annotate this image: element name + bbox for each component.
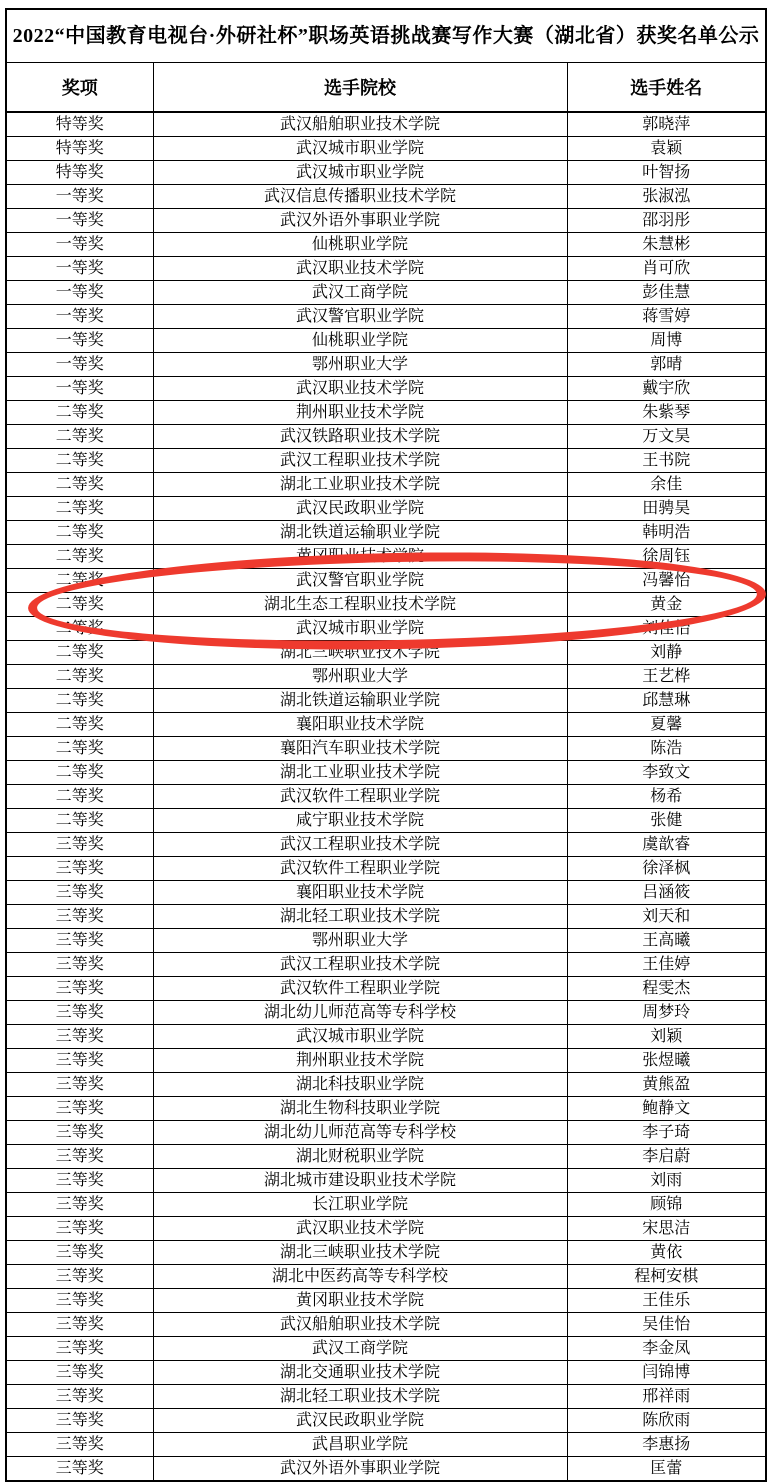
- table-row: [6, 569, 766, 593]
- cell-name: 李启蔚: [567, 1145, 766, 1169]
- cell-name: 徐周钰: [567, 545, 766, 569]
- cell-award: 二等奖: [6, 449, 153, 473]
- cell-award: 三等奖: [6, 881, 153, 905]
- cell-award: 特等奖: [6, 161, 153, 185]
- cell-school: 长江职业学院: [153, 1193, 567, 1217]
- cell-award: 特等奖: [6, 137, 153, 161]
- table-row: [6, 833, 766, 857]
- cell-award: 三等奖: [6, 1001, 153, 1025]
- cell-name: 张煜曦: [567, 1049, 766, 1073]
- cell-name: 朱紫琴: [567, 401, 766, 425]
- cell-award: 二等奖: [6, 593, 153, 617]
- cell-award: 三等奖: [6, 1289, 153, 1313]
- cell-name: 陈浩: [567, 737, 766, 761]
- cell-school: 湖北科技职业学院: [153, 1073, 567, 1097]
- cell-award: 三等奖: [6, 953, 153, 977]
- table-row: [6, 1409, 766, 1433]
- title-row: [6, 9, 766, 63]
- cell-school: 武汉城市职业学院: [153, 137, 567, 161]
- cell-school: 武汉民政职业学院: [153, 497, 567, 521]
- table-row: [6, 449, 766, 473]
- cell-school: 武汉工程职业技术学院: [153, 953, 567, 977]
- table-row: [6, 1049, 766, 1073]
- cell-award: 三等奖: [6, 929, 153, 953]
- cell-name: 王书院: [567, 449, 766, 473]
- cell-award: 一等奖: [6, 305, 153, 329]
- table-row: [6, 1265, 766, 1289]
- cell-school: 武汉船舶职业技术学院: [153, 112, 567, 137]
- table-row: [6, 1385, 766, 1409]
- cell-school: 鄂州职业大学: [153, 929, 567, 953]
- cell-name: 郭晓萍: [567, 112, 766, 137]
- table-row: [6, 112, 766, 137]
- cell-name: 李惠扬: [567, 1433, 766, 1457]
- table-row: [6, 929, 766, 953]
- table-row: [6, 353, 766, 377]
- cell-school: 武汉船舶职业技术学院: [153, 1313, 567, 1337]
- cell-school: 武汉信息传播职业技术学院: [153, 185, 567, 209]
- table-row: [6, 785, 766, 809]
- cell-award: 三等奖: [6, 1217, 153, 1241]
- cell-name: 王佳乐: [567, 1289, 766, 1313]
- cell-award: 一等奖: [6, 329, 153, 353]
- cell-school: 湖北工业职业技术学院: [153, 473, 567, 497]
- cell-award: 一等奖: [6, 353, 153, 377]
- cell-award: 三等奖: [6, 977, 153, 1001]
- cell-school: 湖北生物科技职业学院: [153, 1097, 567, 1121]
- table-row: [6, 377, 766, 401]
- cell-school: 武汉警官职业学院: [153, 569, 567, 593]
- cell-name: 叶智扬: [567, 161, 766, 185]
- cell-school: 武汉工商学院: [153, 281, 567, 305]
- cell-name: 蒋雪婷: [567, 305, 766, 329]
- table-row: [6, 425, 766, 449]
- cell-name: 吴佳怡: [567, 1313, 766, 1337]
- table-row: [6, 233, 766, 257]
- award-table: [5, 8, 767, 1482]
- cell-name: 周梦玲: [567, 1001, 766, 1025]
- cell-school: 武汉城市职业学院: [153, 1025, 567, 1049]
- table-row: [6, 497, 766, 521]
- cell-school: 襄阳职业技术学院: [153, 881, 567, 905]
- cell-award: 三等奖: [6, 833, 153, 857]
- cell-school: 武汉职业技术学院: [153, 377, 567, 401]
- cell-name: 袁颖: [567, 137, 766, 161]
- table-row: [6, 185, 766, 209]
- table-row: [6, 1121, 766, 1145]
- table-row: [6, 257, 766, 281]
- cell-award: 三等奖: [6, 1385, 153, 1409]
- cell-school: 武汉城市职业学院: [153, 617, 567, 641]
- cell-name: 黄依: [567, 1241, 766, 1265]
- cell-award: 三等奖: [6, 1457, 153, 1482]
- cell-name: 鲍静文: [567, 1097, 766, 1121]
- table-row: [6, 617, 766, 641]
- cell-award: 三等奖: [6, 1121, 153, 1145]
- cell-award: 三等奖: [6, 1409, 153, 1433]
- cell-school: 武汉外语外事职业学院: [153, 209, 567, 233]
- table-row: [6, 689, 766, 713]
- cell-school: 鄂州职业大学: [153, 665, 567, 689]
- cell-award: 一等奖: [6, 185, 153, 209]
- cell-school: 荆州职业技术学院: [153, 401, 567, 425]
- table-row: [6, 1145, 766, 1169]
- cell-name: 张健: [567, 809, 766, 833]
- cell-name: 匡蕾: [567, 1457, 766, 1482]
- cell-award: 二等奖: [6, 809, 153, 833]
- cell-name: 杨希: [567, 785, 766, 809]
- table-row: [6, 1097, 766, 1121]
- cell-award: 二等奖: [6, 617, 153, 641]
- table-row: [6, 1313, 766, 1337]
- cell-school: 武昌职业学院: [153, 1433, 567, 1457]
- cell-name: 冯馨怡: [567, 569, 766, 593]
- cell-award: 一等奖: [6, 233, 153, 257]
- cell-school: 武汉职业技术学院: [153, 257, 567, 281]
- table-header-row: [6, 63, 766, 113]
- cell-school: 武汉铁路职业技术学院: [153, 425, 567, 449]
- cell-award: 三等奖: [6, 1097, 153, 1121]
- cell-name: 吕涵筱: [567, 881, 766, 905]
- cell-school: 武汉软件工程职业学院: [153, 977, 567, 1001]
- column-header-school: 选手院校: [153, 63, 567, 113]
- cell-school: 襄阳职业技术学院: [153, 713, 567, 737]
- cell-award: 三等奖: [6, 1049, 153, 1073]
- cell-name: 肖可欣: [567, 257, 766, 281]
- table-row: [6, 545, 766, 569]
- table-row: [6, 1433, 766, 1457]
- cell-award: 二等奖: [6, 473, 153, 497]
- cell-school: 湖北轻工职业技术学院: [153, 1385, 567, 1409]
- table-row: [6, 977, 766, 1001]
- cell-award: 一等奖: [6, 257, 153, 281]
- cell-school: 湖北城市建设职业技术学院: [153, 1169, 567, 1193]
- cell-name: 刘雨: [567, 1169, 766, 1193]
- cell-name: 刘天和: [567, 905, 766, 929]
- cell-award: 二等奖: [6, 569, 153, 593]
- cell-name: 田骋昊: [567, 497, 766, 521]
- cell-name: 闫锦博: [567, 1361, 766, 1385]
- column-header-award: 奖项: [6, 63, 153, 113]
- table-row: [6, 1025, 766, 1049]
- cell-name: 王高曦: [567, 929, 766, 953]
- cell-school: 黄冈职业技术学院: [153, 1289, 567, 1313]
- table-row: [6, 1217, 766, 1241]
- table-row: [6, 857, 766, 881]
- cell-name: 刘颖: [567, 1025, 766, 1049]
- cell-school: 湖北三峡职业技术学院: [153, 1241, 567, 1265]
- cell-name: 徐泽枫: [567, 857, 766, 881]
- cell-school: 武汉外语外事职业学院: [153, 1457, 567, 1482]
- cell-name: 黄金: [567, 593, 766, 617]
- cell-school: 湖北铁道运输职业学院: [153, 521, 567, 545]
- cell-name: 李致文: [567, 761, 766, 785]
- cell-school: 武汉职业技术学院: [153, 1217, 567, 1241]
- cell-award: 三等奖: [6, 1433, 153, 1457]
- award-table-body: [6, 112, 766, 1481]
- table-row: [6, 665, 766, 689]
- cell-award: 二等奖: [6, 521, 153, 545]
- cell-school: 湖北工业职业技术学院: [153, 761, 567, 785]
- cell-name: 万文昊: [567, 425, 766, 449]
- table-row: [6, 1289, 766, 1313]
- cell-name: 朱慧彬: [567, 233, 766, 257]
- cell-award: 三等奖: [6, 1361, 153, 1385]
- cell-school: 武汉软件工程职业学院: [153, 785, 567, 809]
- table-row: [6, 1073, 766, 1097]
- cell-name: 郭晴: [567, 353, 766, 377]
- cell-school: 黄冈职业技术学院: [153, 545, 567, 569]
- cell-name: 黄熊盈: [567, 1073, 766, 1097]
- table-row: [6, 1169, 766, 1193]
- cell-school: 湖北生态工程职业技术学院: [153, 593, 567, 617]
- table-row: [6, 905, 766, 929]
- table-row: [6, 305, 766, 329]
- table-row: [6, 161, 766, 185]
- cell-name: 顾锦: [567, 1193, 766, 1217]
- table-row: [6, 737, 766, 761]
- table-row: [6, 137, 766, 161]
- cell-name: 邵羽彤: [567, 209, 766, 233]
- table-row: [6, 329, 766, 353]
- cell-award: 三等奖: [6, 1337, 153, 1361]
- cell-award: 二等奖: [6, 425, 153, 449]
- cell-award: 三等奖: [6, 1313, 153, 1337]
- cell-award: 三等奖: [6, 1025, 153, 1049]
- cell-school: 武汉民政职业学院: [153, 1409, 567, 1433]
- cell-school: 湖北铁道运输职业学院: [153, 689, 567, 713]
- table-row: [6, 1193, 766, 1217]
- column-header-name: 选手姓名: [567, 63, 766, 113]
- table-row: [6, 281, 766, 305]
- cell-school: 仙桃职业学院: [153, 329, 567, 353]
- cell-award: 三等奖: [6, 1073, 153, 1097]
- cell-award: 二等奖: [6, 641, 153, 665]
- table-row: [6, 1241, 766, 1265]
- cell-award: 二等奖: [6, 713, 153, 737]
- cell-award: 二等奖: [6, 497, 153, 521]
- table-row: [6, 641, 766, 665]
- cell-award: 三等奖: [6, 1265, 153, 1289]
- cell-award: 二等奖: [6, 545, 153, 569]
- cell-name: 邱慧琳: [567, 689, 766, 713]
- cell-name: 韩明浩: [567, 521, 766, 545]
- cell-name: 周博: [567, 329, 766, 353]
- table-row: [6, 1337, 766, 1361]
- cell-award: 三等奖: [6, 1241, 153, 1265]
- cell-name: 程雯杰: [567, 977, 766, 1001]
- table-row: [6, 809, 766, 833]
- cell-award: 一等奖: [6, 209, 153, 233]
- cell-name: 彭佳慧: [567, 281, 766, 305]
- cell-school: 武汉工程职业技术学院: [153, 449, 567, 473]
- cell-name: 刘静: [567, 641, 766, 665]
- cell-name: 余佳: [567, 473, 766, 497]
- cell-award: 二等奖: [6, 689, 153, 713]
- cell-name: 夏馨: [567, 713, 766, 737]
- cell-school: 武汉工商学院: [153, 1337, 567, 1361]
- table-row: [6, 401, 766, 425]
- cell-award: 三等奖: [6, 1193, 153, 1217]
- cell-award: 二等奖: [6, 665, 153, 689]
- cell-name: 王佳婷: [567, 953, 766, 977]
- cell-name: 刘佳怡: [567, 617, 766, 641]
- cell-school: 湖北三峡职业技术学院: [153, 641, 567, 665]
- cell-award: 三等奖: [6, 857, 153, 881]
- cell-name: 李子琦: [567, 1121, 766, 1145]
- cell-name: 李金凤: [567, 1337, 766, 1361]
- cell-award: 一等奖: [6, 377, 153, 401]
- cell-school: 武汉警官职业学院: [153, 305, 567, 329]
- cell-name: 邢祥雨: [567, 1385, 766, 1409]
- cell-award: 一等奖: [6, 281, 153, 305]
- cell-school: 武汉软件工程职业学院: [153, 857, 567, 881]
- cell-school: 湖北幼儿师范高等专科学校: [153, 1001, 567, 1025]
- table-row: [6, 953, 766, 977]
- cell-school: 仙桃职业学院: [153, 233, 567, 257]
- table-row: [6, 713, 766, 737]
- cell-award: 特等奖: [6, 112, 153, 137]
- cell-school: 湖北轻工职业技术学院: [153, 905, 567, 929]
- cell-school: 湖北中医药高等专科学校: [153, 1265, 567, 1289]
- cell-award: 三等奖: [6, 1145, 153, 1169]
- table-row: [6, 593, 766, 617]
- table-row: [6, 761, 766, 785]
- cell-school: 荆州职业技术学院: [153, 1049, 567, 1073]
- cell-school: 咸宁职业技术学院: [153, 809, 567, 833]
- cell-award: 二等奖: [6, 737, 153, 761]
- table-row: [6, 881, 766, 905]
- page-title: 2022“中国教育电视台·外研社杯”职场英语挑战赛写作大赛（湖北省）获奖名单公示: [6, 9, 766, 63]
- cell-name: 陈欣雨: [567, 1409, 766, 1433]
- cell-name: 程柯安棋: [567, 1265, 766, 1289]
- cell-name: 宋思洁: [567, 1217, 766, 1241]
- table-row: [6, 473, 766, 497]
- cell-school: 湖北财税职业学院: [153, 1145, 567, 1169]
- cell-name: 虞歆睿: [567, 833, 766, 857]
- cell-award: 二等奖: [6, 785, 153, 809]
- cell-school: 湖北交通职业技术学院: [153, 1361, 567, 1385]
- table-row: [6, 521, 766, 545]
- cell-school: 武汉工程职业技术学院: [153, 833, 567, 857]
- cell-name: 张淑泓: [567, 185, 766, 209]
- table-row: [6, 1001, 766, 1025]
- cell-award: 三等奖: [6, 1169, 153, 1193]
- cell-school: 武汉城市职业学院: [153, 161, 567, 185]
- table-row: [6, 209, 766, 233]
- cell-name: 王艺桦: [567, 665, 766, 689]
- cell-award: 二等奖: [6, 761, 153, 785]
- cell-award: 三等奖: [6, 905, 153, 929]
- cell-school: 湖北幼儿师范高等专科学校: [153, 1121, 567, 1145]
- cell-school: 襄阳汽车职业技术学院: [153, 737, 567, 761]
- table-row: [6, 1457, 766, 1482]
- cell-name: 戴宇欣: [567, 377, 766, 401]
- cell-school: 鄂州职业大学: [153, 353, 567, 377]
- cell-award: 二等奖: [6, 401, 153, 425]
- table-row: [6, 1361, 766, 1385]
